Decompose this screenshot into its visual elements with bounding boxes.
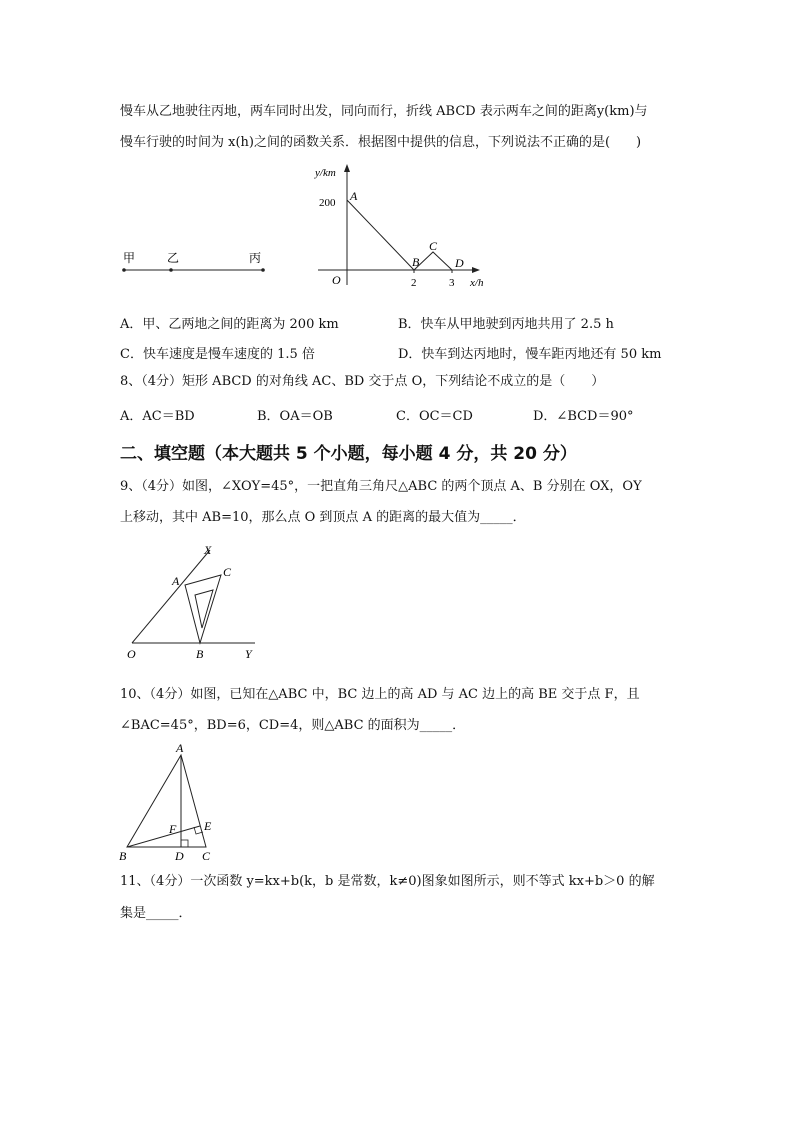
q8-option-a: A．AC＝BD	[120, 409, 195, 424]
q9-text-line-2: 上移动，其中 AB=10，那么点 O 到顶点 A 的距离的最大值为_____．	[120, 510, 526, 525]
q7-text-line-2: 慢车行驶的时间为 x(h)之间的函数关系．根据图中提供的信息，下列说法不正确的是( )	[120, 135, 642, 150]
label-e: E	[204, 819, 212, 833]
place-point-jia	[122, 268, 126, 272]
x-axis-label: x/h	[470, 277, 484, 289]
q11-text-line-1: 11、（4分）一次函数 y=kx+b(k，b 是常数，k≠0)图象如图所示，则不等式 kx+b＞0 的解	[120, 874, 655, 889]
point-label-b: B	[412, 255, 420, 269]
section-title: 二、填空题（本大题共 5 个小题，每小题 4 分，共 20 分）	[120, 444, 577, 464]
point-label-c: C	[429, 239, 438, 253]
q7-option-b: B．快车从甲地驶到丙地共用了 2.5 h	[398, 317, 614, 332]
q7-text-line-1: 慢车从乙地驶往丙地，两车同时出发，同向而行，折线 ABCD 表示两车之间的距离y(km)与	[120, 104, 648, 119]
x-tick-2: 2	[411, 277, 417, 289]
q7-distance-time-graph	[310, 160, 500, 295]
q8-option-b: B．OA＝OB	[257, 409, 333, 424]
q7-option-c: C．快车速度是慢车速度的 1.5 倍	[120, 347, 315, 362]
label-o: O	[127, 647, 136, 661]
label-a: A	[176, 741, 184, 755]
q11-text-line-2: 集是_____．	[120, 906, 192, 921]
q8-stem: 8、（4分）矩形 ABCD 的对角线 AC、BD 交于点 O，下列结论不成立的是（ ）	[120, 374, 605, 389]
label-x: X	[204, 543, 212, 557]
q10-text-line-2: ∠BAC=45°，BD=6，CD=4，则△ABC 的面积为_____．	[120, 718, 466, 733]
right-angle-d	[181, 840, 188, 847]
polyline-abcd	[347, 200, 452, 270]
place-label-yi: 乙	[167, 251, 180, 265]
point-label-d: D	[455, 256, 464, 270]
triangle-outer	[185, 575, 221, 643]
y-axis-label: y/km	[315, 167, 336, 179]
triangle-abc	[127, 755, 206, 847]
label-y: Y	[245, 647, 252, 661]
place-label-bing: 丙	[249, 251, 262, 265]
x-axis-arrow	[472, 267, 480, 273]
q9-text-line-1: 9、（4分）如图，∠XOY=45°，一把直角三角尺△ABC 的两个顶点 A、B 分别在 OX，OY	[120, 479, 642, 494]
q9-figure	[120, 540, 270, 665]
places-line-figure	[115, 245, 275, 280]
origin-label: O	[332, 273, 341, 287]
point-label-a: A	[350, 189, 358, 203]
label-d: D	[175, 849, 184, 863]
label-f: F	[169, 822, 177, 836]
place-point-yi	[169, 268, 173, 272]
label-b: B	[119, 849, 127, 863]
y-tick-200: 200	[319, 197, 336, 209]
q7-option-d: D．快车到达丙地时，慢车距丙地还有 50 km	[398, 347, 662, 362]
ray-ox	[132, 550, 210, 643]
label-c: C	[202, 849, 211, 863]
x-tick-3: 3	[449, 277, 455, 289]
q10-text-line-1: 10、（4分）如图，已知在△ABC 中，BC 边上的高 AD 与 AC 边上的高 BE 交于点 F，且	[120, 687, 640, 702]
label-b: B	[196, 647, 204, 661]
q8-option-c: C．OC＝CD	[396, 409, 473, 424]
place-point-bing	[261, 268, 265, 272]
label-a: A	[172, 574, 180, 588]
label-c: C	[223, 565, 232, 579]
q7-option-a: A．甲、乙两地之间的距离为 200 km	[120, 317, 339, 332]
y-axis-arrow	[344, 164, 350, 172]
q8-option-d: D．∠BCD＝90°	[533, 409, 634, 424]
place-label-jia: 甲	[123, 251, 136, 265]
q10-figure	[115, 740, 225, 865]
